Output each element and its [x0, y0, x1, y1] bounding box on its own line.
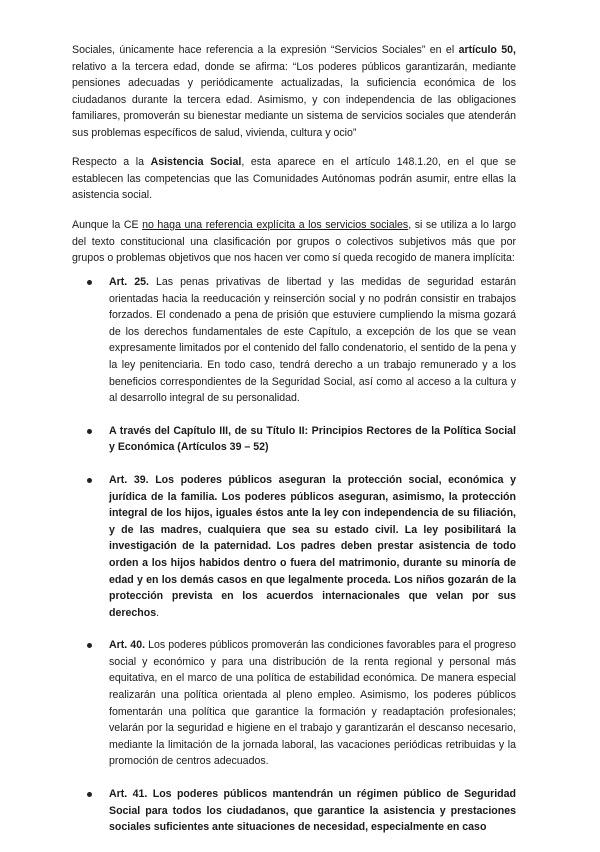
list-item-art-25 — [72, 274, 516, 407]
list-item-art-41 — [72, 786, 516, 836]
paragraph-text: Aunque la CE — [72, 219, 143, 231]
paragraph-text: Sociales, únicamente hace referencia a la expresión “Servicios Sociales” en el — [72, 44, 459, 56]
paragraph-servicios-sociales — [72, 42, 516, 142]
list-item-art-40 — [72, 637, 516, 770]
bullet-icon — [87, 643, 92, 648]
article-text: . — [156, 606, 160, 619]
paragraph-text: Respecto a la — [72, 156, 151, 168]
bullet-icon — [87, 478, 92, 483]
article-heading: Art. 40. — [109, 639, 146, 652]
article-text: Los poderes públicos promoverán las condiciones favorables para el progreso social y económico y para una distribución de la renta regional y personal más equitativa, en el marco de una política de estabilidad económica. De manera especial realizarán una política orientada al pleno empleo. Asimismo, los poderes públicos fomentarán una política que garantice la formación y readaptación profesionales; velarán por la seguridad e higiene en el trabajo y garantizarán el descanso necesario, mediante la limitación de la jornada laboral, las vacaciones periódicas retribuidas y la promoción de centros adecuados. — [109, 639, 516, 768]
paragraph-clasificacion — [72, 217, 516, 267]
paragraph-bold-text: Asistencia Social — [150, 156, 242, 168]
bullet-icon — [87, 280, 92, 285]
article-heading: A través del Capítulo III, de su Título II: Principios Rectores de la Política Social y Económica (Artículos 39 – 52) — [109, 424, 516, 454]
list-item-capitulo-iii — [72, 423, 516, 456]
paragraph-text: , si se utiliza a lo largo del texto constitucional una clasificación por grupos o colectivos subjetivos más que por grupos o problemas objetivos que nos hacen ver como sí queda recogido de manera implícita: — [72, 219, 516, 265]
paragraph-text: relativo a la tercera edad, donde se afirma: “Los poderes públicos garantizarán, mediante pensiones adecuadas y periódicamente actualizadas, la suficiencia económica de los ciudadanos durante la tercera edad. Asimismo, y con independencia de las obligaciones familiares, promoverán su bienestar mediante un sistema de servicios sociales que atenderán sus problemas específicos de salud, vivienda, cultura y ocio” — [72, 60, 516, 139]
article-text: Las penas privativas de libertad y las medidas de seguridad estarán orientadas hacia la reeducación y reinserción social y no podrán consistir en trabajos forzados. El condenado a pena de prisión que estuviere cumpliendo la misma gozará de los derechos fundamentales de este Capítulo, a excepción de los que se vean expresamente limitados por el contenido del fallo condenatorio, el sentido de la pena y la ley penitenciaria. En todo caso, tendrá derecho a un trabajo remunerado y a los beneficios correspondientes de la Seguridad Social, así como al acceso a la cultura y al desarrollo integral de su personalidad. — [109, 276, 516, 405]
paragraph-text: , esta aparece en el artículo 148.1.20, en el que se establecen las competencias que las Comunidades Autónomas podrán asumir, entre ellas la asistencia social. — [72, 156, 516, 202]
article-heading: Art. 41. Los poderes públicos mantendrán un régimen público de Seguridad Social para todos los ciudadanos, que garantice la asistencia y prestaciones sociales suficientes ante situaciones de necesidad, especialmente en caso — [109, 788, 516, 834]
paragraph-bold-text: artículo 50, — [458, 44, 516, 56]
bullet-icon — [87, 429, 92, 434]
paragraph-underlined-text: no haga una referencia explícita a los servicios sociales — [142, 219, 409, 231]
list-item-art-39 — [72, 472, 516, 621]
bullet-icon — [87, 792, 92, 797]
article-list — [72, 274, 516, 852]
paragraph-asistencia-social — [72, 154, 516, 204]
article-heading: Art. 25. — [109, 276, 149, 288]
article-heading: Art. 39. Los poderes públicos aseguran la protección social, económica y jurídica de la familia. Los poderes públicos aseguran, asimismo, la protección integral de los hijos, iguales éstos ante la ley con independencia de su filiación, y de las madres, cualquiera que sea su estado civil. La ley posibilitará la investigación de la paternidad. Los padres deben prestar asistencia de todo orden a los hijos habidos dentro o fuera del matrimonio, durante su minoría de edad y en los demás casos en que legalmente proceda. Los niños gozarán de la protección prevista en los acuerdos internacionales que velan por sus derechos — [109, 473, 516, 619]
